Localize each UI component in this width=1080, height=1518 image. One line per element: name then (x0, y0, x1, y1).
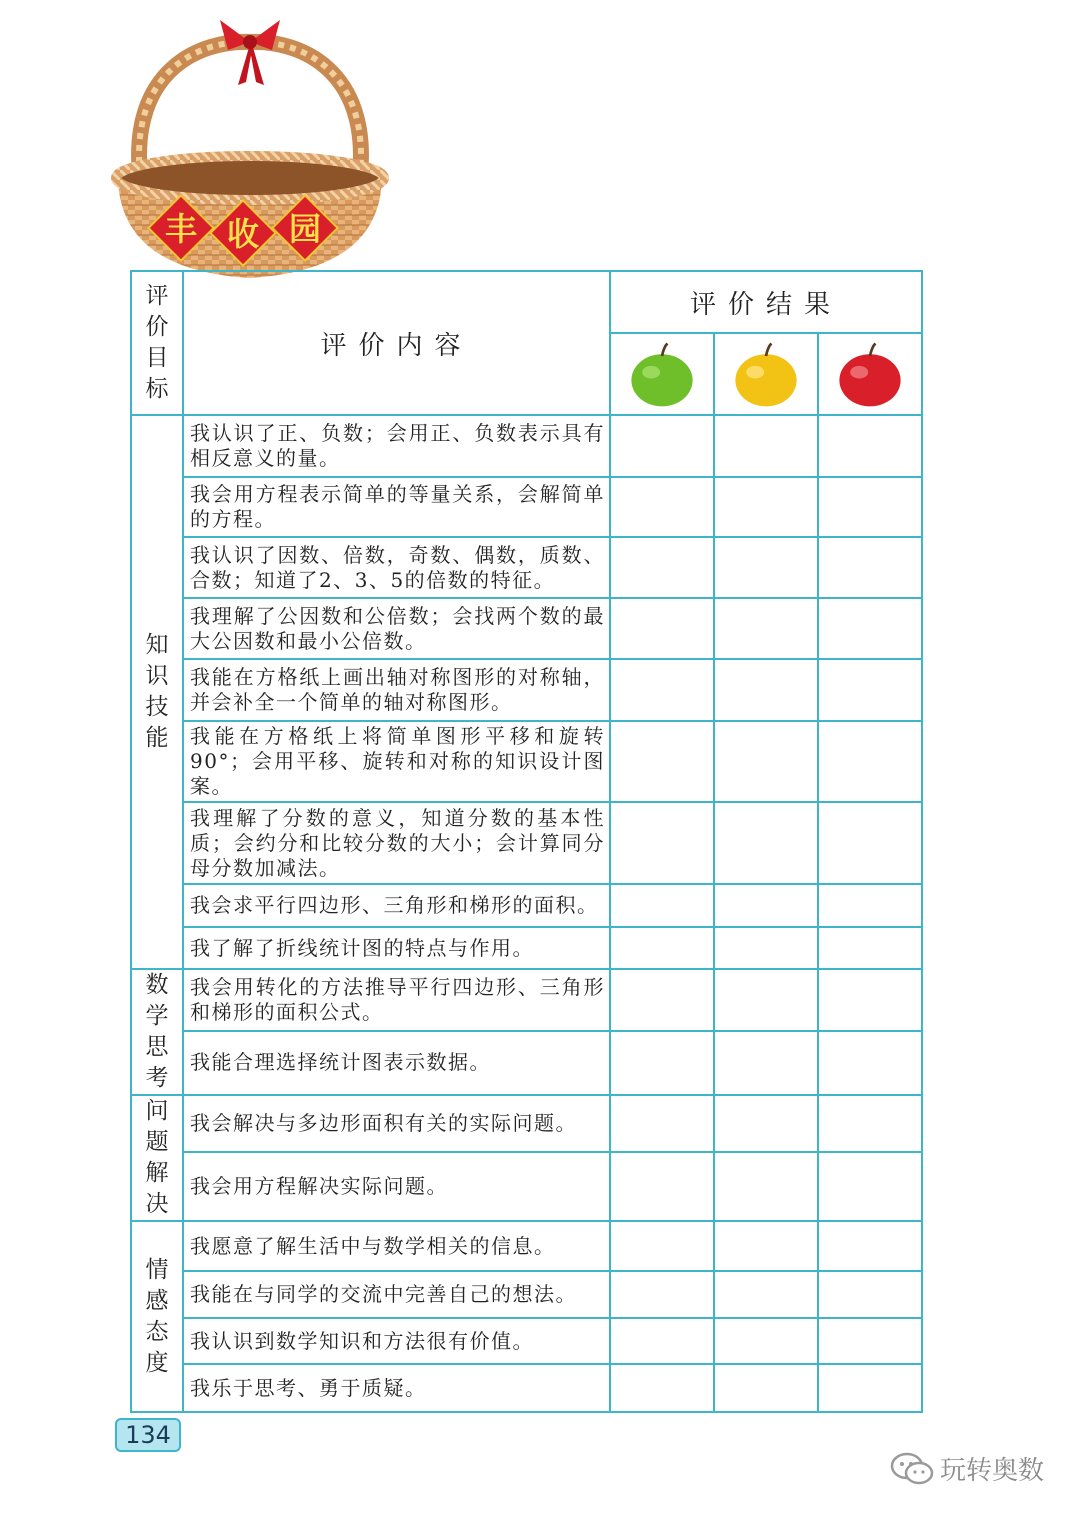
goal-problem-solving: 问题解决 (131, 1095, 183, 1221)
rating-cell[interactable] (818, 1095, 922, 1152)
rating-cell[interactable] (610, 1152, 714, 1221)
content-header: 评价内容 (183, 271, 610, 415)
evaluation-table (130, 270, 923, 1413)
green-apple-icon (626, 338, 698, 410)
rating-cell[interactable] (610, 884, 714, 927)
item-text: 我认识到数学知识和方法很有价值。 (183, 1318, 610, 1364)
rating-cell[interactable] (610, 477, 714, 537)
apple-cell-yellow (714, 333, 818, 415)
item-text: 我乐于思考、勇于质疑。 (183, 1364, 610, 1412)
rating-cell[interactable] (714, 721, 818, 802)
item-text: 我会求平行四边形、三角形和梯形的面积。 (183, 884, 610, 927)
rating-cell[interactable] (610, 927, 714, 969)
rating-cell[interactable] (610, 802, 714, 884)
rating-cell[interactable] (714, 927, 818, 969)
item-text: 我理解了公因数和公倍数；会找两个数的最大公因数和最小公倍数。 (183, 598, 610, 659)
wechat-icon (890, 1452, 934, 1486)
rating-cell[interactable] (818, 721, 922, 802)
rating-cell[interactable] (818, 884, 922, 927)
rating-cell[interactable] (610, 415, 714, 477)
watermark (890, 1450, 1044, 1487)
rating-cell[interactable] (714, 1031, 818, 1095)
result-header: 评价结果 (610, 271, 922, 333)
item-text: 我会用方程表示简单的等量关系，会解简单的方程。 (183, 477, 610, 537)
rating-cell[interactable] (818, 1364, 922, 1412)
item-text: 我会用方程解决实际问题。 (183, 1152, 610, 1221)
banner-char-1: 丰 (164, 210, 198, 248)
rating-cell[interactable] (610, 721, 714, 802)
yellow-apple-icon (730, 338, 802, 410)
rating-cell[interactable] (714, 1221, 818, 1271)
rating-cell[interactable] (714, 537, 818, 598)
rating-cell[interactable] (714, 659, 818, 721)
item-text: 我认识了正、负数；会用正、负数表示具有相反意义的量。 (183, 415, 610, 477)
rating-cell[interactable] (818, 598, 922, 659)
basket-icon (100, 10, 400, 290)
rating-cell[interactable] (610, 537, 714, 598)
item-text: 我理解了分数的意义，知道分数的基本性质；会约分和比较分数的大小；会计算同分母分数加减法。 (183, 802, 610, 884)
apple-cell-red (818, 333, 922, 415)
rating-cell[interactable] (818, 802, 922, 884)
rating-cell[interactable] (818, 927, 922, 969)
harvest-basket-illustration (100, 10, 400, 290)
rating-cell[interactable] (714, 1271, 818, 1318)
goal-math-thinking: 数学思考 (131, 969, 183, 1095)
goal-knowledge: 知识技能 (131, 415, 183, 969)
rating-cell[interactable] (818, 969, 922, 1031)
rating-cell[interactable] (818, 1152, 922, 1221)
rating-cell[interactable] (818, 537, 922, 598)
apple-cell-green (610, 333, 714, 415)
red-apple-icon (834, 338, 906, 410)
item-text: 我会用转化的方法推导平行四边形、三角形和梯形的面积公式。 (183, 969, 610, 1031)
rating-cell[interactable] (610, 598, 714, 659)
rating-cell[interactable] (818, 1221, 922, 1271)
rating-cell[interactable] (714, 969, 818, 1031)
item-text: 我能合理选择统计图表示数据。 (183, 1031, 610, 1095)
rating-cell[interactable] (714, 1364, 818, 1412)
rating-cell[interactable] (714, 802, 818, 884)
rating-cell[interactable] (818, 1318, 922, 1364)
watermark-text: 玩转奥数 (940, 1456, 1045, 1486)
rating-cell[interactable] (714, 884, 818, 927)
rating-cell[interactable] (714, 1152, 818, 1221)
banner-char-3: 园 (288, 210, 322, 248)
banner-char-2: 收 (226, 215, 260, 253)
rating-cell[interactable] (818, 415, 922, 477)
item-text: 我能在方格纸上画出轴对称图形的对称轴，并会补全一个简单的轴对称图形。 (183, 659, 610, 721)
rating-cell[interactable] (818, 659, 922, 721)
goal-attitude: 情感态度 (131, 1221, 183, 1412)
item-text: 我能在方格纸上将简单图形平移和旋转90°；会用平移、旋转和对称的知识设计图案。 (183, 721, 610, 802)
rating-cell[interactable] (610, 1095, 714, 1152)
item-text: 我能在与同学的交流中完善自己的想法。 (183, 1271, 610, 1318)
item-text: 我会解决与多边形面积有关的实际问题。 (183, 1095, 610, 1152)
item-text: 我认识了因数、倍数，奇数、偶数，质数、合数；知道了2、3、5的倍数的特征。 (183, 537, 610, 598)
rating-cell[interactable] (818, 477, 922, 537)
rating-cell[interactable] (610, 1221, 714, 1271)
rating-cell[interactable] (610, 1271, 714, 1318)
page-number: 134 (115, 1418, 181, 1452)
item-text: 我愿意了解生活中与数学相关的信息。 (183, 1221, 610, 1271)
rating-cell[interactable] (610, 1031, 714, 1095)
rating-cell[interactable] (714, 1318, 818, 1364)
item-text: 我了解了折线统计图的特点与作用。 (183, 927, 610, 969)
rating-cell[interactable] (714, 598, 818, 659)
rating-cell[interactable] (610, 969, 714, 1031)
rating-cell[interactable] (818, 1031, 922, 1095)
rating-cell[interactable] (610, 1364, 714, 1412)
rating-cell[interactable] (714, 477, 818, 537)
rating-cell[interactable] (610, 659, 714, 721)
goal-header: 评价目标 (131, 271, 183, 415)
rating-cell[interactable] (610, 1318, 714, 1364)
rating-cell[interactable] (714, 1095, 818, 1152)
rating-cell[interactable] (714, 415, 818, 477)
rating-cell[interactable] (818, 1271, 922, 1318)
